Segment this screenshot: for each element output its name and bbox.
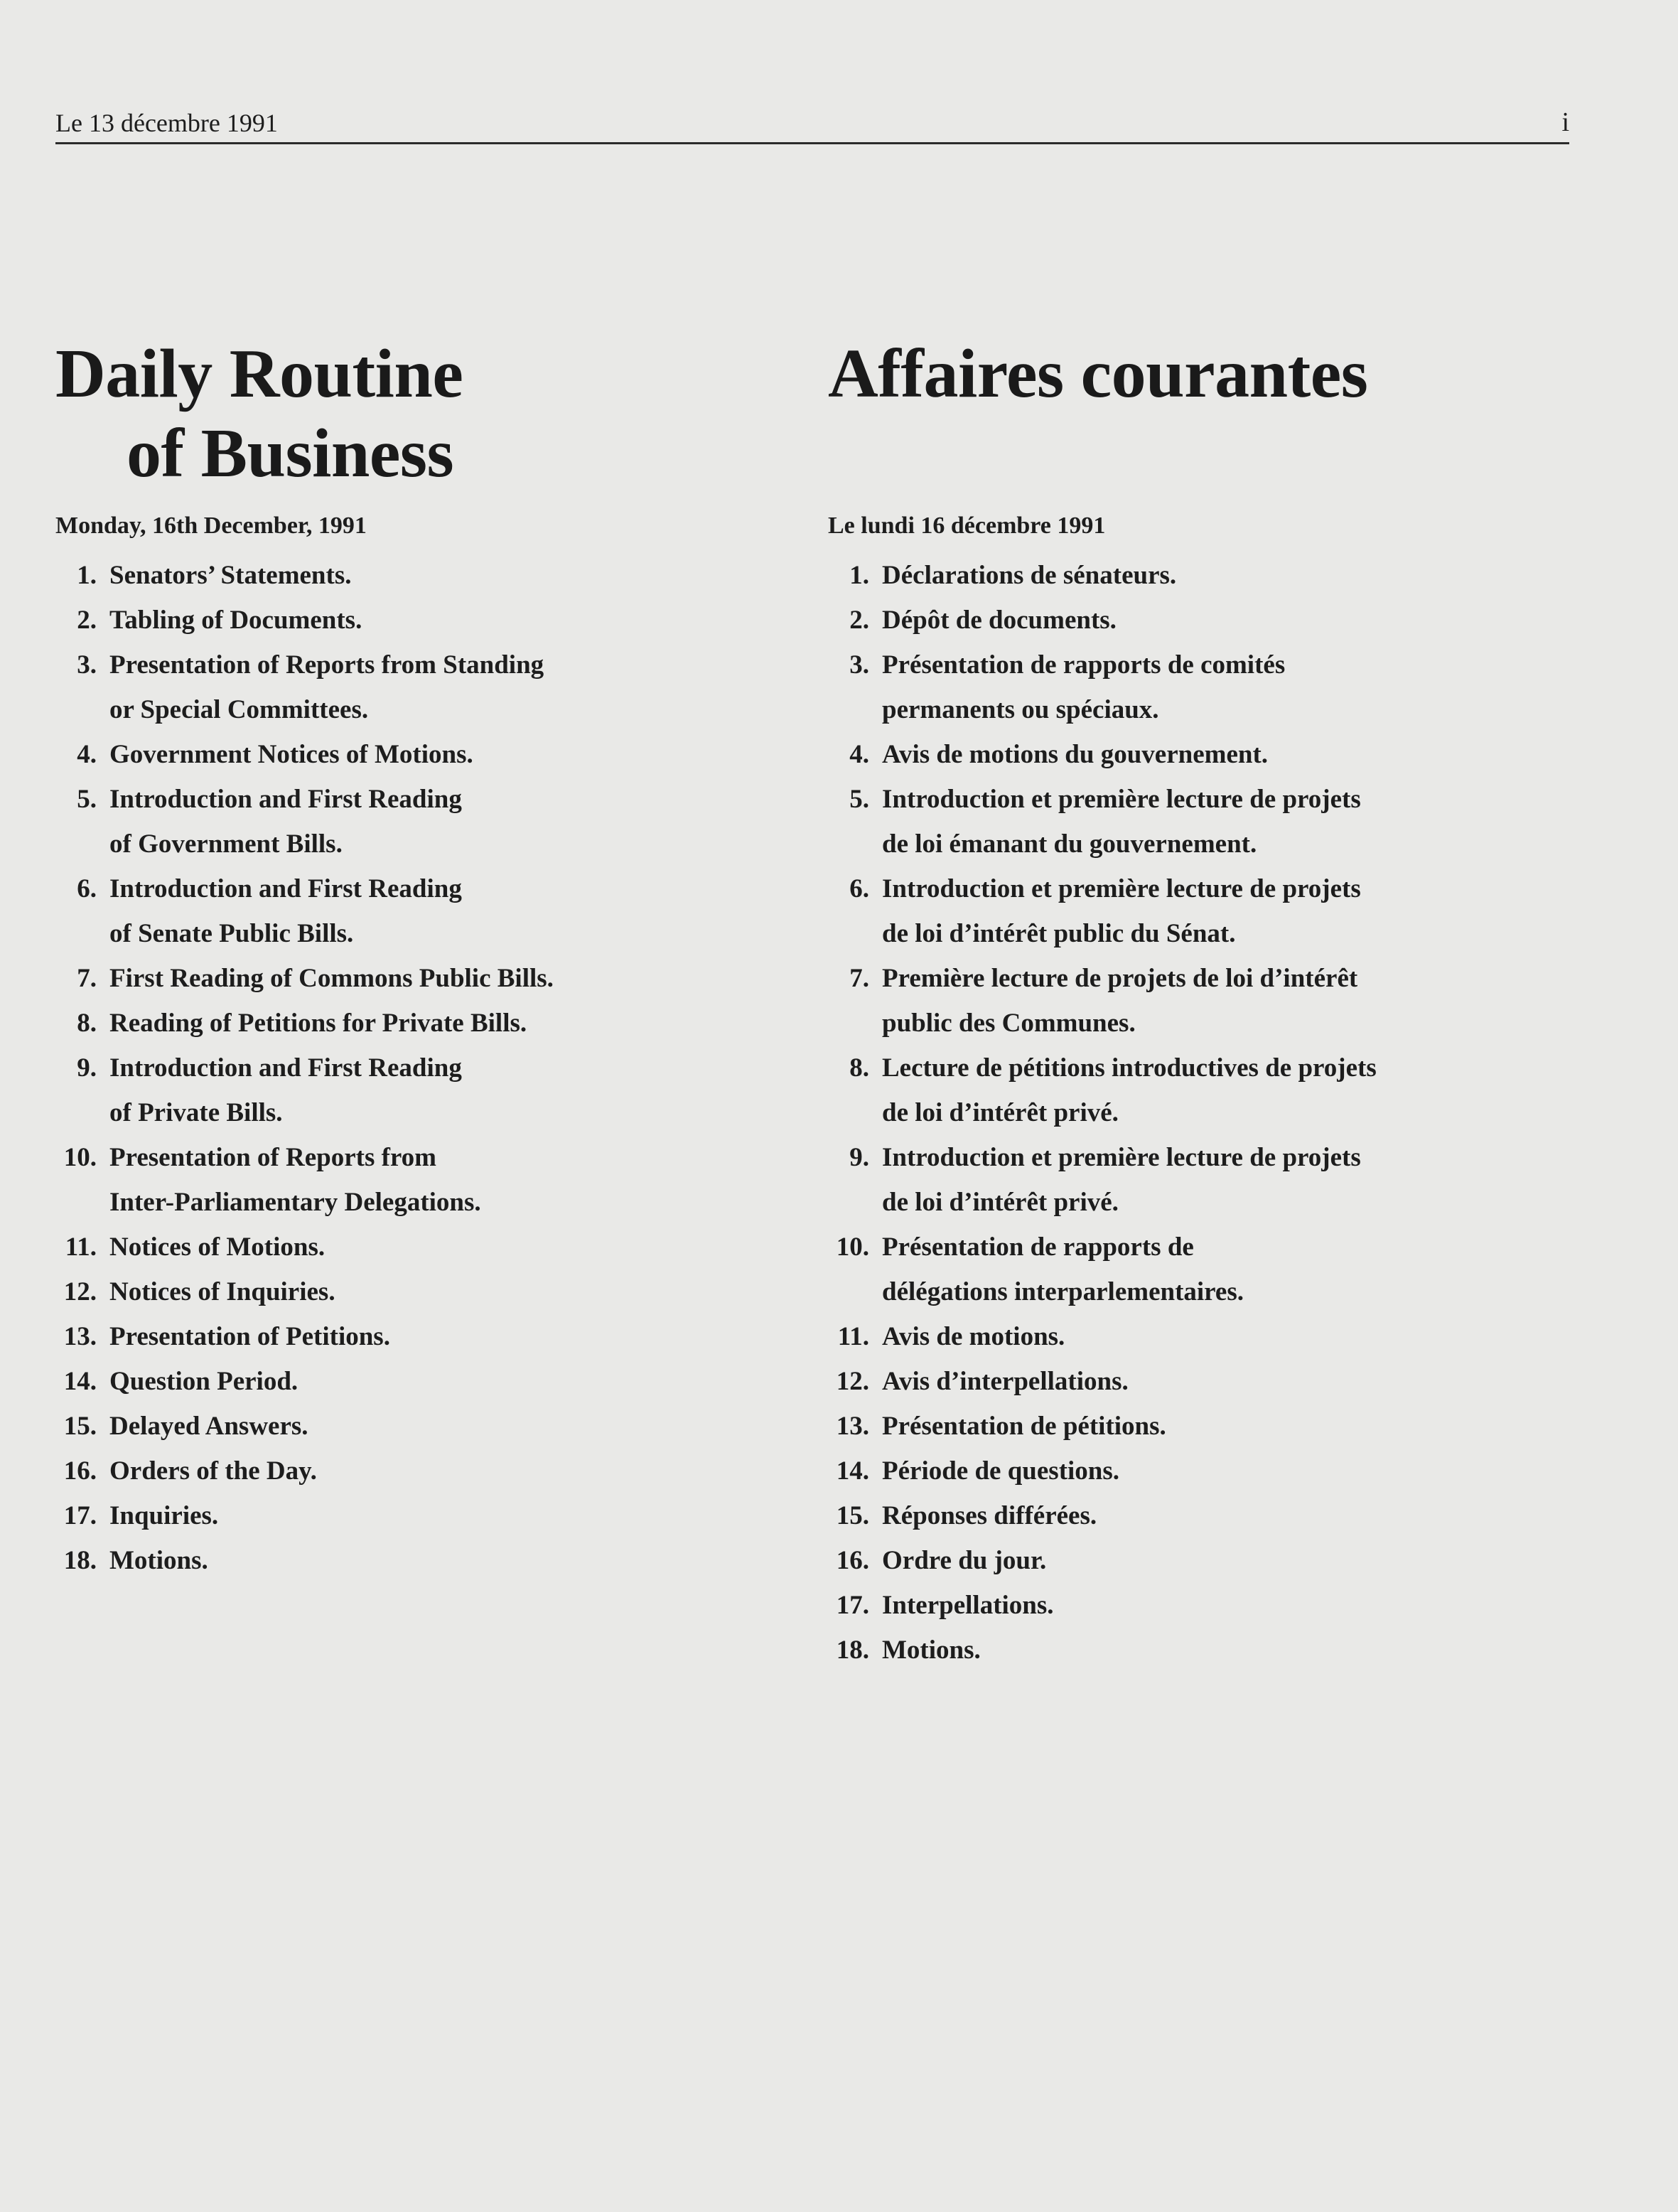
list-item xyxy=(55,1001,554,1046)
item-number: 15. xyxy=(836,1501,869,1530)
list-item xyxy=(828,553,1377,598)
list-item xyxy=(55,598,554,643)
list-item xyxy=(55,1225,554,1269)
item-number: 7. xyxy=(849,964,869,993)
list-item xyxy=(55,643,554,732)
item-text: Motions. xyxy=(109,1546,208,1575)
item-text: Réponses différées. xyxy=(882,1501,1097,1530)
english-title-line-2: of Business xyxy=(127,415,454,492)
item-number: 17. xyxy=(836,1591,869,1620)
item-text: Notices of Inquiries. xyxy=(109,1277,335,1306)
item-text: Introduction and First Reading xyxy=(109,874,462,903)
item-number: 4. xyxy=(77,740,97,769)
item-text: Introduction and First Reading xyxy=(109,785,462,814)
list-item xyxy=(55,1269,554,1314)
item-text: public des Communes. xyxy=(882,1009,1136,1038)
list-item xyxy=(828,1449,1377,1493)
list-item xyxy=(828,1225,1377,1314)
item-text: Introduction et première lecture de projets xyxy=(882,874,1361,903)
item-text: Notices of Motions. xyxy=(109,1233,326,1262)
item-number: 17. xyxy=(63,1501,97,1530)
item-text: Reading of Petitions for Private Bills. xyxy=(109,1009,527,1038)
list-item xyxy=(828,643,1377,732)
item-text: Introduction et première lecture de projets xyxy=(882,785,1361,814)
item-number: 18. xyxy=(836,1636,869,1665)
item-text: Inquiries. xyxy=(109,1501,219,1530)
item-text: Presentation of Reports from xyxy=(109,1143,437,1172)
english-column xyxy=(55,334,795,1575)
list-item xyxy=(828,1359,1377,1404)
list-item xyxy=(55,1135,554,1225)
item-number: 1. xyxy=(77,561,97,590)
item-text: Avis d’interpellations. xyxy=(882,1367,1129,1396)
list-item xyxy=(55,1359,554,1404)
list-item xyxy=(55,777,554,866)
item-number: 9. xyxy=(849,1143,869,1172)
list-item xyxy=(55,553,554,598)
item-text: Motions. xyxy=(882,1636,981,1665)
list-item xyxy=(828,1493,1377,1538)
list-item xyxy=(828,1314,1377,1359)
item-number: 2. xyxy=(849,606,869,635)
french-title-line-1: Affaires courantes xyxy=(828,335,1368,412)
list-item xyxy=(55,1046,554,1135)
item-number: 11. xyxy=(837,1322,869,1351)
item-text: Delayed Answers. xyxy=(109,1412,308,1441)
item-number: 10. xyxy=(836,1233,869,1262)
english-date: Monday, 16th December, 1991 xyxy=(55,512,367,539)
item-number: 13. xyxy=(63,1322,97,1351)
item-text: de loi d’intérêt privé. xyxy=(882,1188,1119,1217)
header-date: Le 13 décembre 1991 xyxy=(55,109,278,137)
item-text: or Special Committees. xyxy=(109,695,369,724)
item-number: 2. xyxy=(77,606,97,635)
item-text: Déclarations de sénateurs. xyxy=(882,561,1177,590)
list-item xyxy=(828,1135,1377,1225)
list-item xyxy=(55,1493,554,1538)
item-number: 10. xyxy=(63,1143,97,1172)
item-number: 16. xyxy=(63,1456,97,1486)
item-text: Présentation de rapports de comités xyxy=(882,650,1286,680)
item-text: Senators’ Statements. xyxy=(109,561,352,590)
english-title-line-1: Daily Routine xyxy=(55,335,463,412)
item-number: 14. xyxy=(836,1456,869,1486)
item-number: 13. xyxy=(836,1412,869,1441)
item-text: de loi d’intérêt privé. xyxy=(882,1098,1119,1127)
list-item xyxy=(828,1583,1377,1628)
list-item xyxy=(828,1404,1377,1449)
item-text: de loi d’intérêt public du Sénat. xyxy=(882,919,1236,948)
item-text: of Private Bills. xyxy=(109,1098,283,1127)
item-number: 12. xyxy=(63,1277,97,1306)
item-text: of Senate Public Bills. xyxy=(109,919,354,948)
item-text: of Government Bills. xyxy=(109,830,343,859)
french-order-list xyxy=(828,553,1377,1673)
item-number: 12. xyxy=(836,1367,869,1396)
item-text: Inter-Parliamentary Delegations. xyxy=(109,1188,481,1217)
list-item xyxy=(828,732,1377,777)
item-number: 18. xyxy=(63,1546,97,1575)
item-text: Introduction et première lecture de projets xyxy=(882,1143,1361,1172)
item-text: Interpellations. xyxy=(882,1591,1054,1620)
list-item xyxy=(55,1538,554,1583)
item-number: 6. xyxy=(77,874,97,903)
item-number: 16. xyxy=(836,1546,869,1575)
item-text: Orders of the Day. xyxy=(109,1456,317,1486)
item-number: 7. xyxy=(77,964,97,993)
list-item xyxy=(828,956,1377,1046)
item-number: 15. xyxy=(63,1412,97,1441)
item-number: 5. xyxy=(77,785,97,814)
item-text: Avis de motions du gouvernement. xyxy=(882,740,1269,769)
item-number: 8. xyxy=(849,1053,869,1083)
item-text: Government Notices of Motions. xyxy=(109,740,473,769)
item-text: Presentation of Petitions. xyxy=(109,1322,390,1351)
item-number: 8. xyxy=(77,1009,97,1038)
list-item xyxy=(55,956,554,1001)
english-order-list xyxy=(55,553,554,1583)
item-number: 14. xyxy=(63,1367,97,1396)
item-text: Tabling of Documents. xyxy=(109,606,362,635)
list-item xyxy=(828,1538,1377,1583)
list-item xyxy=(55,866,554,956)
item-number: 11. xyxy=(65,1233,97,1262)
english-title xyxy=(55,334,795,493)
item-text: Ordre du jour. xyxy=(882,1546,1047,1575)
french-title xyxy=(828,334,1567,414)
item-text: Dépôt de documents. xyxy=(882,606,1117,635)
item-text: Avis de motions. xyxy=(882,1322,1065,1351)
item-text: Présentation de pétitions. xyxy=(882,1412,1166,1441)
item-text: permanents ou spéciaux. xyxy=(882,695,1159,724)
list-item xyxy=(55,1404,554,1449)
item-number: 6. xyxy=(849,874,869,903)
list-item xyxy=(828,777,1377,866)
item-text: Période de questions. xyxy=(882,1456,1120,1486)
page-header xyxy=(55,107,1569,144)
french-date: Le lundi 16 décembre 1991 xyxy=(828,512,1106,539)
item-text: Présentation de rapports de xyxy=(882,1233,1194,1262)
item-text: First Reading of Commons Public Bills. xyxy=(109,964,554,993)
page-number: i xyxy=(1561,107,1569,137)
list-item xyxy=(55,732,554,777)
item-number: 1. xyxy=(849,561,869,590)
item-text: Introduction and First Reading xyxy=(109,1053,462,1083)
list-item xyxy=(828,1628,1377,1673)
item-text: Question Period. xyxy=(109,1367,299,1396)
list-item xyxy=(55,1314,554,1359)
item-number: 5. xyxy=(849,785,869,814)
item-number: 3. xyxy=(849,650,869,680)
list-item xyxy=(55,1449,554,1493)
item-text: Presentation of Reports from Standing xyxy=(109,650,544,680)
item-number: 4. xyxy=(849,740,869,769)
list-item xyxy=(828,1046,1377,1135)
item-number: 9. xyxy=(77,1053,97,1083)
list-item xyxy=(828,598,1377,643)
french-column xyxy=(828,334,1567,1665)
item-text: de loi émanant du gouvernement. xyxy=(882,830,1257,859)
item-number: 3. xyxy=(77,650,97,680)
item-text: délégations interparlementaires. xyxy=(882,1277,1244,1306)
item-text: Lecture de pétitions introductives de projets xyxy=(882,1053,1377,1083)
list-item xyxy=(828,866,1377,956)
item-text: Première lecture de projets de loi d’intérêt xyxy=(882,964,1358,993)
